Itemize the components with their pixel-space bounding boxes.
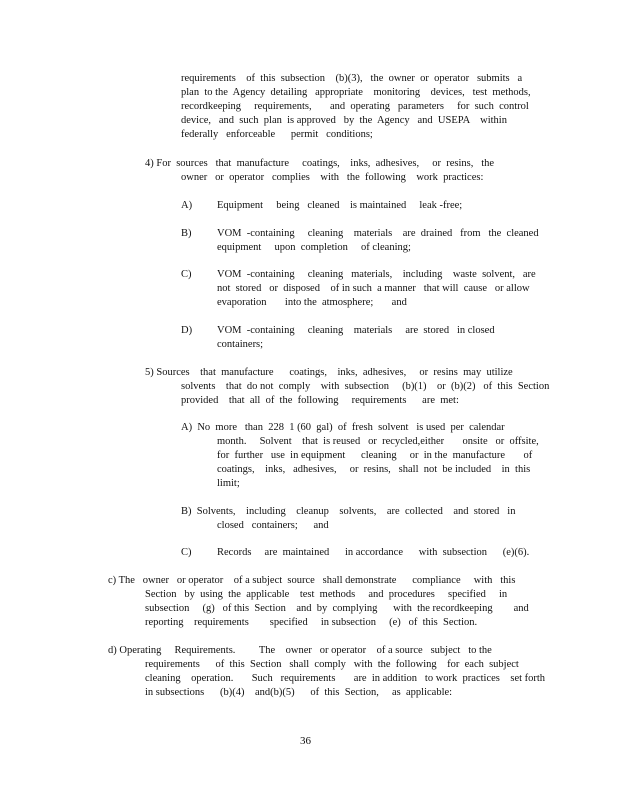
- text-line: solvents that do not comply with subsection (b)(1) or (b)(2) of this Section: [181, 381, 550, 392]
- text-line: VOM -containing cleaning materials, including waste solvent, are: [217, 269, 536, 280]
- text-line: plan to the Agency detailing appropriate monitoring devices, test methods,: [181, 87, 531, 98]
- text-line: requirements of this Section shall comply with the following for each subject: [145, 659, 519, 670]
- item-marker: C): [181, 269, 192, 280]
- text-line: cleaning operation. Such requirements are in addition to work practices set forth: [145, 673, 546, 684]
- text-line: c) The owner or operator of a subject source shall demonstrate compliance with this: [108, 575, 516, 586]
- text-line: owner or operator complies with the following work practices:: [181, 172, 484, 183]
- text-line: month. Solvent that is reused or recycled,either onsite or offsite,: [217, 436, 539, 447]
- text-line: subsection (g) of this Section and by complying with the recordkeeping and: [145, 603, 529, 614]
- text-line: 5) Sources that manufacture coatings, inks, adhesives, or resins may utilize: [145, 367, 513, 378]
- text-line: closed containers; and: [217, 520, 329, 531]
- text-line: Records are maintained in accordance with subsection (e)(6).: [217, 547, 530, 558]
- item-marker: C): [181, 547, 192, 558]
- page-number: 36: [300, 735, 311, 747]
- text-line: requirements of this subsection (b)(3), the owner or operator submits a: [181, 73, 523, 84]
- text-line: for further use in equipment cleaning or in the manufacture of: [217, 450, 533, 461]
- text-line: containers;: [217, 339, 264, 350]
- item-marker: B): [181, 228, 192, 239]
- text-line: not stored or disposed of in such a manner that will cause or allow: [217, 283, 530, 294]
- text-line: B) Solvents, including cleanup solvents, are collected and stored in: [181, 506, 516, 517]
- text-line: 4) For sources that manufacture coatings, inks, adhesives, or resins, the: [145, 158, 495, 169]
- item-marker: A): [181, 200, 193, 211]
- text-line: Equipment being cleaned is maintained leak -free;: [217, 200, 463, 211]
- text-line: recordkeeping requirements, and operating parameters for such control: [181, 101, 529, 112]
- text-line: equipment upon completion of cleaning;: [217, 242, 411, 253]
- text-line: reporting requirements specified in subsection (e) of this Section.: [145, 617, 478, 628]
- text-line: d) Operating Requirements. The owner or operator of a source subject to the: [108, 645, 492, 656]
- text-line: coatings, inks, adhesives, or resins, shall not be included in this: [217, 464, 531, 475]
- text-line: federally enforceable permit conditions;: [181, 129, 373, 140]
- text-line: Section by using the applicable test methods and procedures specified in: [145, 589, 508, 600]
- text-line: provided that all of the following requirements are met:: [181, 395, 459, 406]
- text-line: limit;: [217, 478, 240, 489]
- text-line: in subsections (b)(4) and(b)(5) of this Section, as applicable:: [145, 687, 453, 698]
- text-line: VOM -containing cleaning materials are stored in closed: [217, 325, 495, 336]
- text-line: A) No more than 228 1 (60 gal) of fresh solvent is used per calendar: [181, 422, 505, 433]
- item-marker: D): [181, 325, 193, 336]
- text-line: evaporation into the atmosphere; and: [217, 297, 407, 308]
- text-line: device, and such plan is approved by the Agency and USEPA within: [181, 115, 507, 126]
- text-line: VOM -containing cleaning materials are drained from the cleaned: [217, 228, 539, 239]
